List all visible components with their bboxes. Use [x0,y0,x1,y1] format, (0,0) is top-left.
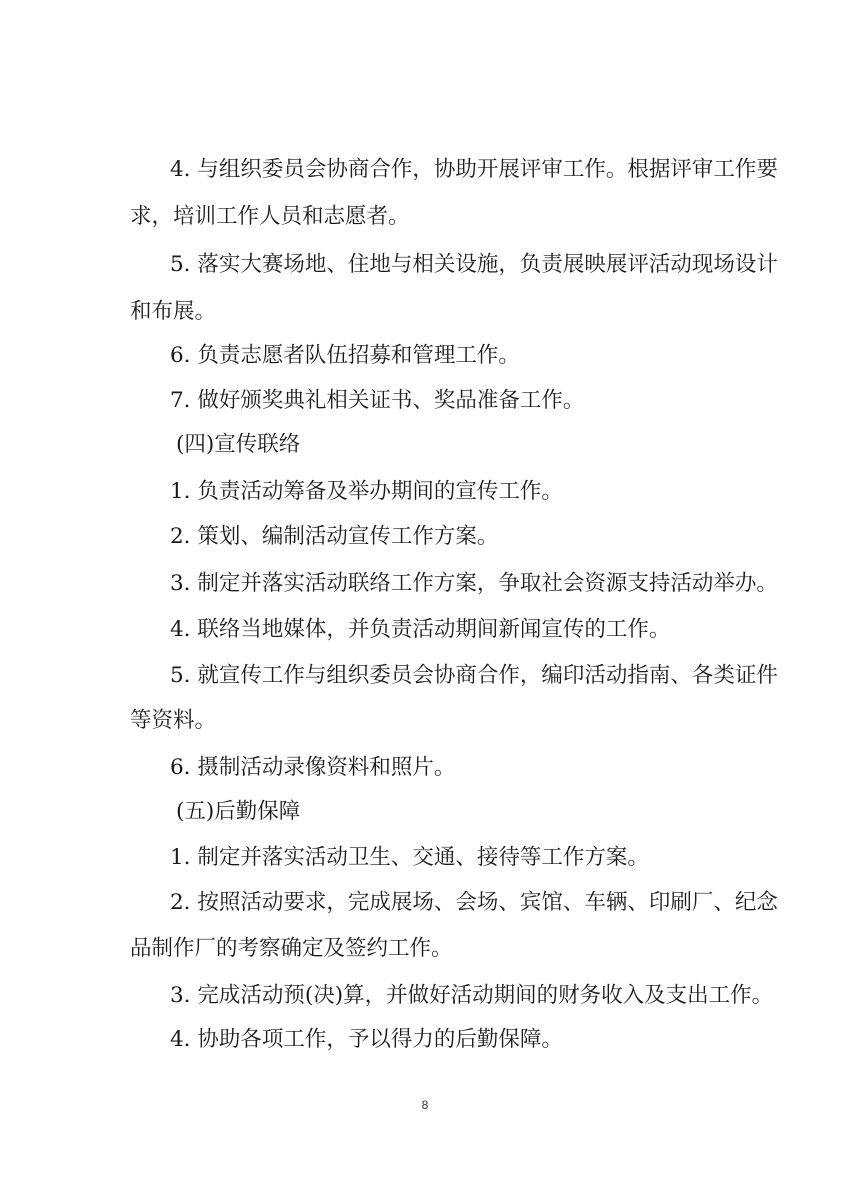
paragraph-line: 3. 完成活动预(决)算，并做好活动期间的财务收入及支出工作。 [170,983,774,1008]
paragraph-line: 1. 负责活动筹备及举办期间的宣传工作。 [170,479,563,504]
paragraph-line: 求，培训工作人员和志愿者。 [130,204,410,229]
paragraph-line: 4. 联络当地媒体，并负责活动期间新闻宣传的工作。 [170,617,671,642]
paragraph-line: 2. 按照活动要求，完成展场、会场、宾馆、车辆、印刷厂、纪念 [170,890,778,915]
paragraph-line: 2. 策划、编制活动宣传工作方案。 [170,524,499,549]
paragraph-line: 5. 落实大赛场地、住地与相关设施，负责展映展评活动现场设计 [170,252,778,277]
paragraph-line: 1. 制定并落实活动卫生、交通、接待等工作方案。 [170,845,649,870]
section-heading: (四)宣传联络 [176,432,301,457]
paragraph-line: 6. 负责志愿者队伍招募和管理工作。 [170,343,520,368]
paragraph-line: 和布展。 [130,299,217,324]
paragraph-line: 品制作厂的考察确定及签约工作。 [130,936,453,961]
page-number: 8 [421,1098,429,1112]
paragraph-line: 3. 制定并落实活动联络工作方案，争取社会资源支持活动举办。 [170,571,778,596]
paragraph-line: 4. 与组织委员会协商合作，协助开展评审工作。根据评审工作要 [170,157,778,182]
paragraph-line: 4. 协助各项工作，予以得力的后勤保障。 [170,1027,563,1052]
paragraph-line: 7. 做好颁奖典礼相关证书、奖品准备工作。 [170,388,585,413]
paragraph-line: 6. 摄制活动录像资料和照片。 [170,755,456,780]
paragraph-line: 等资料。 [130,708,217,733]
section-heading: (五)后勤保障 [176,799,301,824]
paragraph-line: 5. 就宣传工作与组织委员会协商合作，编印活动指南、各类证件 [170,663,778,688]
